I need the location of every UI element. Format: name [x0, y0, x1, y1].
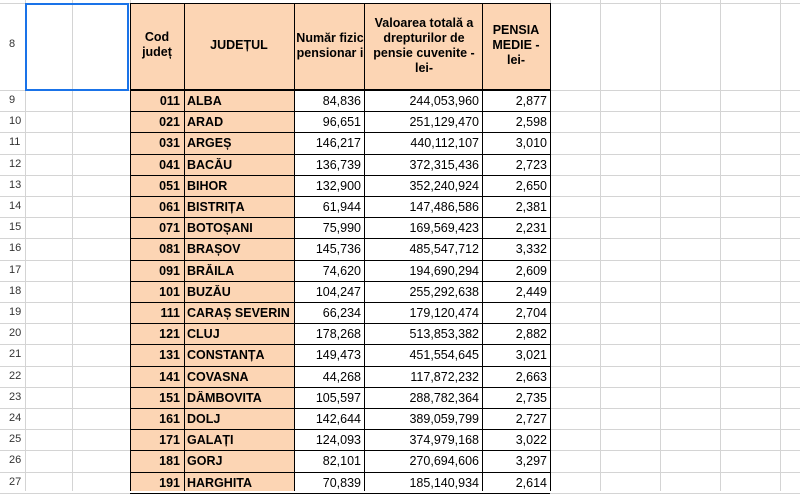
- cell-valoarea-totala[interactable]: 440,112,107: [410, 136, 479, 150]
- table-border: [130, 472, 550, 473]
- row-header-24[interactable]: 24: [9, 412, 22, 424]
- table-border: [130, 217, 550, 218]
- cell-numar-pensionari[interactable]: 104,247: [315, 285, 361, 299]
- cell-valoarea-totala[interactable]: 117,872,232: [410, 370, 479, 384]
- cell-numar-pensionari[interactable]: 44,268: [322, 370, 361, 384]
- cell-judet[interactable]: GORJ: [187, 454, 223, 468]
- table-border: [130, 111, 550, 112]
- cell-pensia-medie[interactable]: 2,231: [515, 221, 547, 235]
- cell-numar-pensionari[interactable]: 132,900: [315, 179, 361, 193]
- cell-pensia-medie[interactable]: 2,877: [515, 94, 547, 108]
- selected-cell[interactable]: [25, 3, 129, 91]
- row-header-8[interactable]: 8: [9, 38, 16, 50]
- row-header-12[interactable]: 12: [9, 158, 22, 170]
- cell-judet[interactable]: CLUJ: [187, 327, 220, 341]
- cell-cod-judet[interactable]: 151: [159, 391, 180, 405]
- cell-judet[interactable]: ARAD: [187, 115, 224, 129]
- cell-judet[interactable]: ALBA: [187, 94, 222, 108]
- table-border: [130, 238, 550, 239]
- cell-pensia-medie[interactable]: 2,704: [515, 306, 547, 320]
- cell-cod-judet[interactable]: 181: [159, 454, 180, 468]
- header-pensia-medie: PENSIA MEDIE -lei-: [492, 22, 540, 67]
- cell-pensia-medie[interactable]: 2,598: [515, 115, 547, 129]
- cell-numar-pensionari[interactable]: 105,597: [315, 391, 361, 405]
- row-header-13[interactable]: 13: [9, 179, 22, 191]
- row-header-11[interactable]: 11: [9, 136, 21, 148]
- cell-numar-pensionari[interactable]: 142,644: [315, 412, 361, 426]
- cell-pensia-medie[interactable]: 2,449: [515, 285, 547, 299]
- row-header-10[interactable]: 10: [9, 115, 22, 127]
- cell-cod-judet[interactable]: 121: [159, 327, 180, 341]
- cell-cod-judet[interactable]: 091: [159, 264, 180, 278]
- row-header-15[interactable]: 15: [9, 221, 22, 233]
- cell-pensia-medie[interactable]: 3,022: [515, 433, 547, 447]
- cell-pensia-medie[interactable]: 3,021: [515, 348, 547, 362]
- cell-valoarea-totala[interactable]: 179,120,474: [409, 306, 479, 320]
- cell-valoarea-totala[interactable]: 244,053,960: [409, 94, 479, 108]
- row-header-21[interactable]: 21: [9, 348, 22, 360]
- cell-judet[interactable]: CONSTANȚA: [187, 348, 265, 362]
- cell-valoarea-totala[interactable]: 147,486,586: [409, 200, 479, 214]
- cell-judet[interactable]: BISTRIȚA: [187, 200, 245, 214]
- cell-valoarea-totala[interactable]: 513,853,382: [409, 327, 479, 341]
- table-border: [130, 408, 550, 409]
- table-border: [130, 450, 550, 451]
- cell-judet[interactable]: BRAȘOV: [187, 242, 241, 256]
- cell-judet[interactable]: CARAȘ SEVERIN: [187, 306, 290, 320]
- table-border: [130, 429, 550, 430]
- header-judetul: JUDEȚUL: [210, 37, 268, 52]
- cell-judet[interactable]: ARGEȘ: [187, 136, 232, 150]
- cell-numar-pensionari[interactable]: 66,234: [322, 306, 361, 320]
- cell-numar-pensionari[interactable]: 70,839: [322, 476, 361, 490]
- cell-numar-pensionari[interactable]: 136,739: [315, 158, 361, 172]
- cell-valoarea-totala[interactable]: 169,569,423: [409, 221, 479, 235]
- table-border: [130, 196, 550, 197]
- cell-cod-judet[interactable]: 171: [159, 433, 180, 447]
- row-header-23[interactable]: 23: [9, 391, 22, 403]
- gridline-v: [720, 0, 721, 491]
- gridline-v: [660, 0, 661, 491]
- cell-judet[interactable]: BIHOR: [187, 179, 228, 193]
- gridline-v: [780, 0, 781, 491]
- row-header-14[interactable]: 14: [9, 200, 22, 212]
- cell-cod-judet[interactable]: 031: [159, 136, 180, 150]
- header-numar-pensionari: Număr fizic pensionar i: [296, 31, 364, 60]
- cell-valoarea-totala[interactable]: 352,240,924: [409, 179, 479, 193]
- cell-numar-pensionari[interactable]: 84,836: [322, 94, 361, 108]
- cell-cod-judet[interactable]: 131: [159, 348, 180, 362]
- cell-valoarea-totala[interactable]: 255,292,638: [409, 285, 479, 299]
- table-border: [130, 281, 550, 282]
- cell-pensia-medie[interactable]: 2,723: [515, 158, 547, 172]
- cell-pensia-medie[interactable]: 2,663: [515, 370, 547, 384]
- cell-valoarea-totala[interactable]: 185,140,934: [409, 476, 479, 490]
- cell-pensia-medie[interactable]: 2,650: [515, 179, 547, 193]
- row-header-22[interactable]: 22: [9, 370, 22, 382]
- table-border: [294, 3, 295, 491]
- cell-judet[interactable]: DÂMBOVITA: [187, 391, 262, 405]
- row-header-19[interactable]: 19: [9, 306, 22, 318]
- cell-cod-judet[interactable]: 061: [159, 200, 180, 214]
- table-border: [130, 154, 550, 155]
- cell-pensia-medie[interactable]: 3,010: [515, 136, 547, 150]
- row-header-17[interactable]: 17: [9, 264, 22, 276]
- cell-judet[interactable]: GALAȚI: [187, 433, 234, 447]
- cell-judet[interactable]: COVASNA: [187, 370, 249, 384]
- cell-judet[interactable]: BOTOȘANI: [187, 221, 253, 235]
- cell-numar-pensionari[interactable]: 124,093: [315, 433, 361, 447]
- table-border: [130, 366, 550, 367]
- table-border: [130, 132, 550, 133]
- cell-cod-judet[interactable]: 161: [159, 412, 180, 426]
- row-header-25[interactable]: 25: [9, 433, 22, 445]
- cell-pensia-medie[interactable]: 2,735: [515, 391, 547, 405]
- table-border: [130, 302, 550, 303]
- cell-numar-pensionari[interactable]: 82,101: [322, 454, 361, 468]
- cell-pensia-medie[interactable]: 3,297: [515, 454, 547, 468]
- cell-valoarea-totala[interactable]: 485,547,712: [409, 242, 479, 256]
- cell-cod-judet[interactable]: 021: [159, 115, 180, 129]
- table-border: [130, 387, 550, 388]
- header-cod-judet: Cod județ: [142, 30, 172, 59]
- table-border: [364, 3, 365, 491]
- cell-judet[interactable]: BRĂILA: [187, 264, 235, 278]
- row-header-18[interactable]: 18: [9, 285, 22, 297]
- cell-numar-pensionari[interactable]: 149,473: [315, 348, 361, 362]
- cell-pensia-medie[interactable]: 2,727: [515, 412, 547, 426]
- cell-judet[interactable]: BACĂU: [187, 158, 233, 172]
- cell-pensia-medie[interactable]: 2,381: [515, 200, 547, 214]
- cell-pensia-medie[interactable]: 3,332: [515, 242, 547, 256]
- cell-numar-pensionari[interactable]: 96,651: [322, 115, 361, 129]
- cell-numar-pensionari[interactable]: 61,944: [322, 200, 361, 214]
- table-border: [130, 260, 550, 261]
- row-header-16[interactable]: 16: [9, 242, 22, 254]
- cell-numar-pensionari[interactable]: 75,990: [322, 221, 361, 235]
- cell-pensia-medie[interactable]: 2,609: [515, 264, 547, 278]
- cell-cod-judet[interactable]: 041: [159, 158, 180, 172]
- cell-pensia-medie[interactable]: 2,882: [515, 327, 547, 341]
- row-header-26[interactable]: 26: [9, 454, 22, 466]
- cell-valoarea-totala[interactable]: 389,059,799: [409, 412, 479, 426]
- cell-cod-judet[interactable]: 051: [159, 179, 180, 193]
- table-border: [130, 3, 550, 4]
- cell-pensia-medie[interactable]: 2,614: [515, 476, 547, 490]
- cell-valoarea-totala[interactable]: 194,690,294: [409, 264, 479, 278]
- cell-valoarea-totala[interactable]: 372,315,436: [409, 158, 479, 172]
- table-border: [130, 323, 550, 324]
- cell-judet[interactable]: BUZĂU: [187, 285, 231, 299]
- cell-valoarea-totala[interactable]: 251,129,470: [409, 115, 479, 129]
- cell-numar-pensionari[interactable]: 145,736: [315, 242, 361, 256]
- gridline-v: [600, 0, 601, 491]
- cell-valoarea-totala[interactable]: 374,979,168: [409, 433, 479, 447]
- table-border: [130, 344, 550, 345]
- cell-numar-pensionari[interactable]: 74,620: [322, 264, 361, 278]
- cell-valoarea-totala[interactable]: 451,554,645: [409, 348, 479, 362]
- cell-cod-judet[interactable]: 071: [159, 221, 180, 235]
- cell-numar-pensionari[interactable]: 146,217: [315, 136, 361, 150]
- table-border: [482, 3, 483, 491]
- cell-cod-judet[interactable]: 011: [159, 94, 180, 108]
- cell-cod-judet[interactable]: 141: [159, 370, 180, 384]
- row-header-20[interactable]: 20: [9, 327, 22, 339]
- cell-valoarea-totala[interactable]: 288,782,364: [409, 391, 479, 405]
- cell-cod-judet[interactable]: 101: [159, 285, 180, 299]
- cell-cod-judet[interactable]: 081: [159, 242, 180, 256]
- table-border: [130, 89, 550, 91]
- table-border: [130, 175, 550, 176]
- header-valoarea-totala: Valoarea totală a drepturilor de pensie cuvenite -lei-: [373, 16, 475, 75]
- cell-numar-pensionari[interactable]: 178,268: [315, 327, 361, 341]
- cell-valoarea-totala[interactable]: 270,694,606: [409, 454, 479, 468]
- cell-judet[interactable]: HARGHITA: [187, 476, 253, 490]
- row-header-27[interactable]: 27: [9, 476, 22, 488]
- table-border: [184, 3, 185, 491]
- table-border: [550, 3, 551, 491]
- row-header-9[interactable]: 9: [9, 94, 16, 106]
- cell-cod-judet[interactable]: 111: [160, 306, 180, 320]
- cell-cod-judet[interactable]: 191: [159, 476, 180, 490]
- table-border: [130, 3, 131, 491]
- cell-judet[interactable]: DOLJ: [187, 412, 221, 426]
